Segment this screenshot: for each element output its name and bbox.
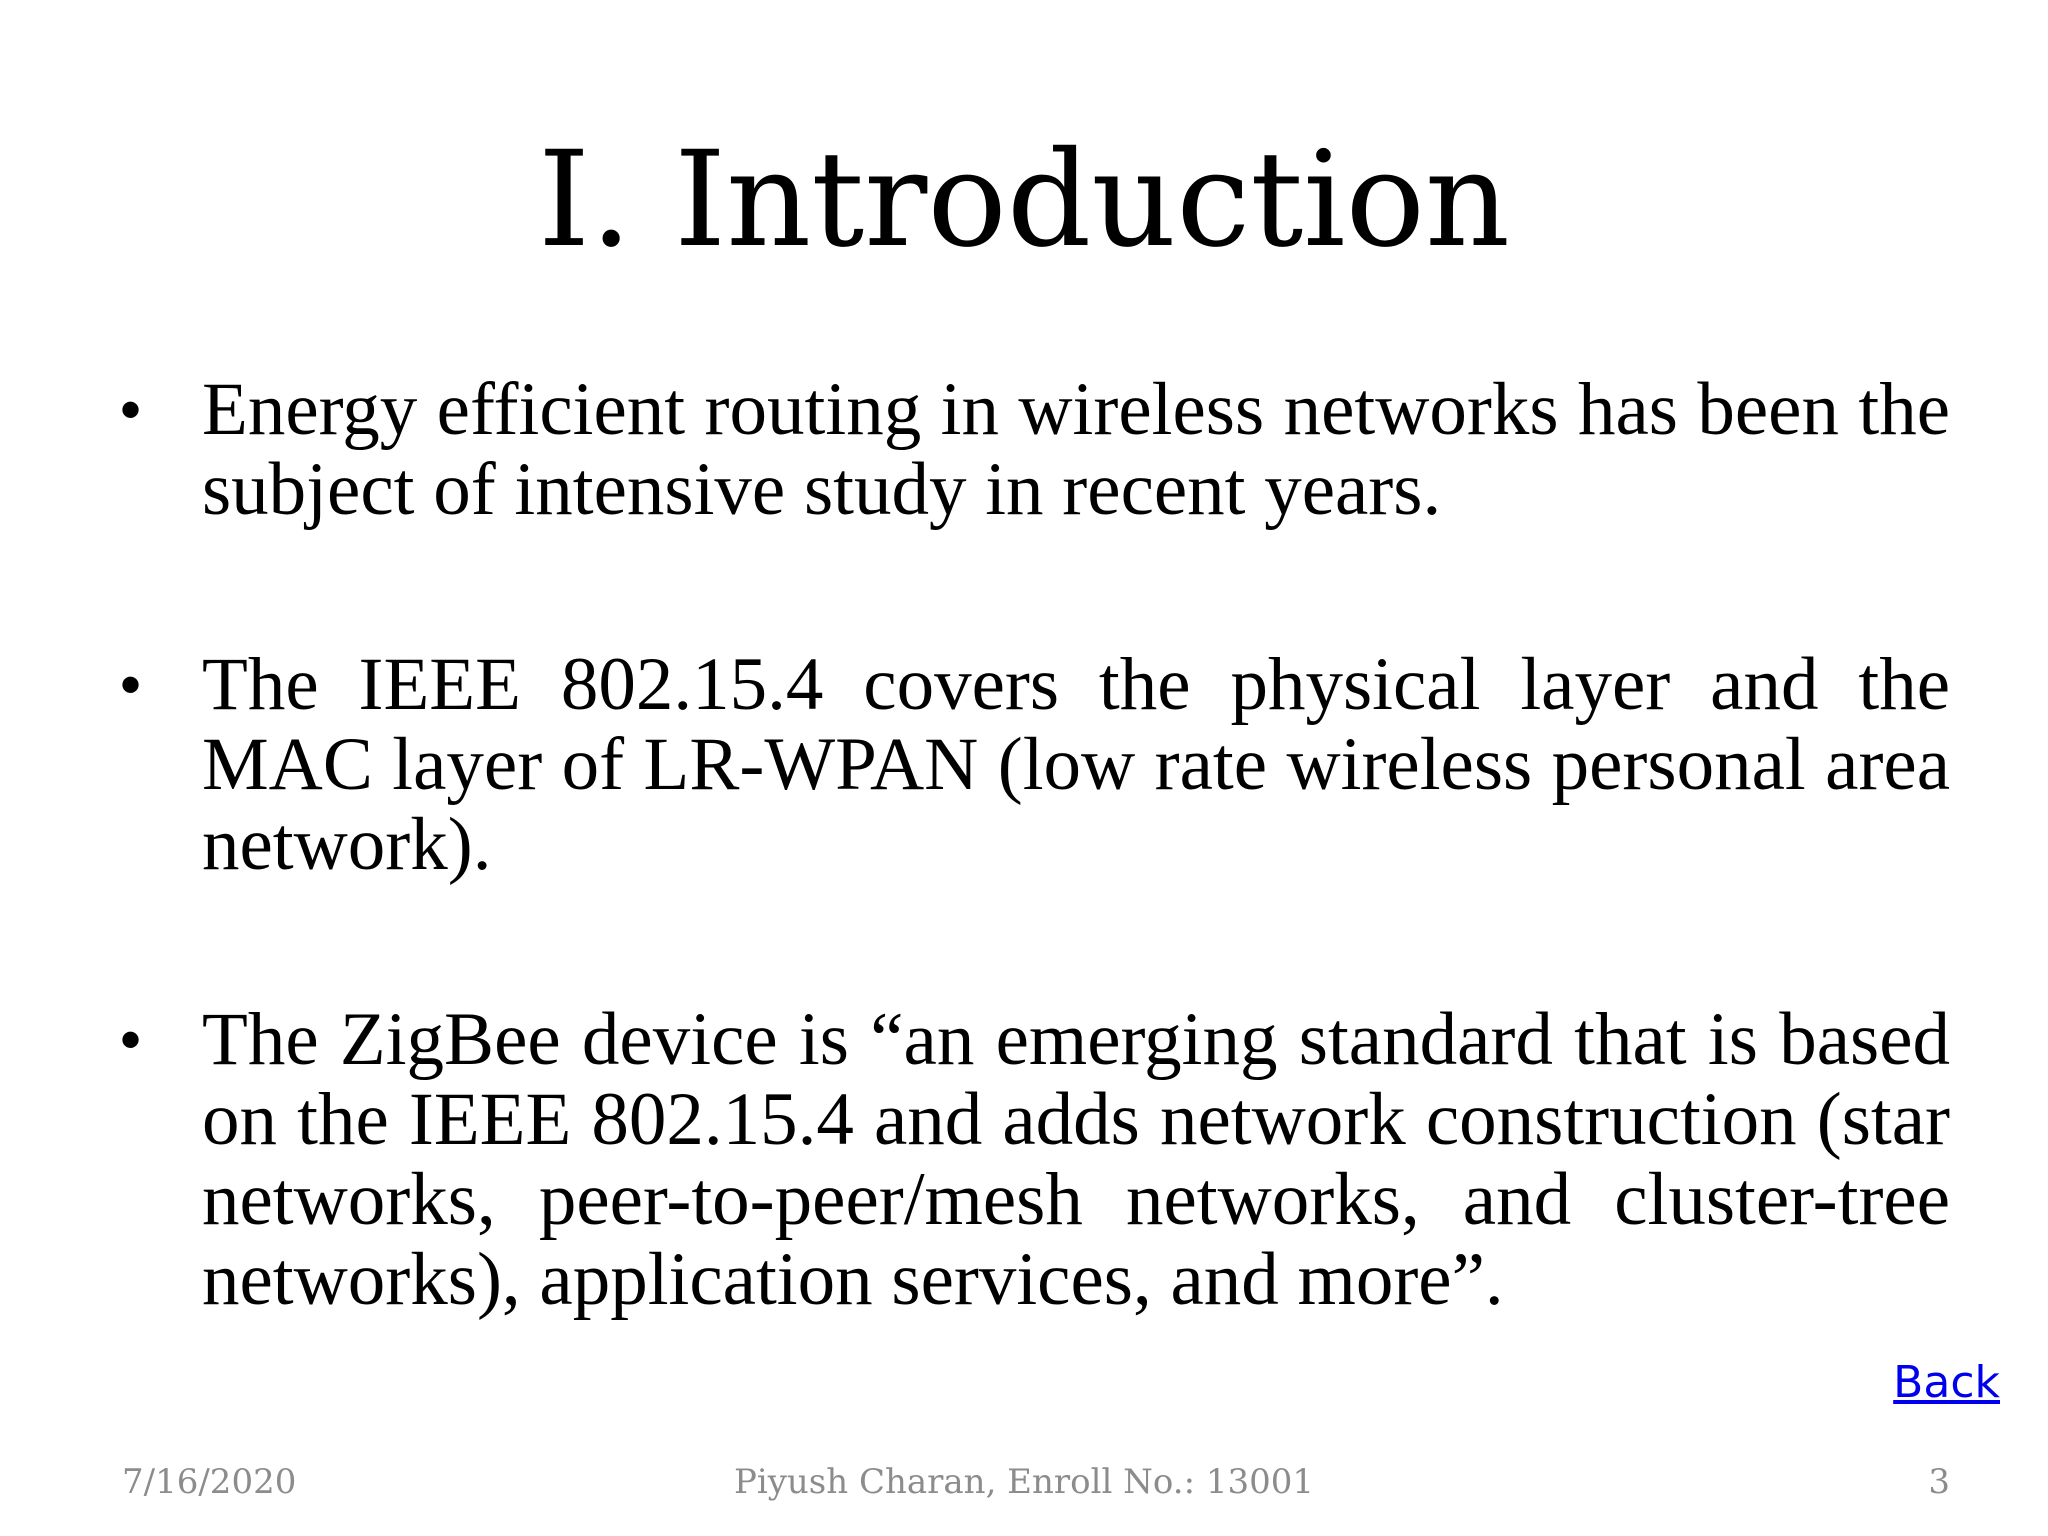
bullet-icon: • bbox=[120, 376, 142, 443]
footer-author: Piyush Charan, Enroll No.: 13001 bbox=[733, 1462, 1315, 1502]
bullet-text: The IEEE 802.15.4 covers the physical layer and the MAC layer of LR-WPAN (low rate wireless personal area network). bbox=[202, 643, 1950, 886]
bullet-text: The ZigBee device is “an emerging standard that is based on the IEEE 802.15.4 and adds network construction (star networks, peer-to-peer/mesh networks, and cluster-tree networks), application services, and more”. bbox=[202, 998, 1950, 1321]
footer-date: 7/16/2020 bbox=[122, 1462, 297, 1502]
bullet-item bbox=[120, 645, 1950, 885]
bullet-item bbox=[120, 1000, 1950, 1320]
bullet-text: Energy efficient routing in wireless networks has been the subject of intensive study in recent years. bbox=[202, 368, 1950, 531]
bullet-icon: • bbox=[120, 1006, 142, 1073]
back-link[interactable]: Back bbox=[1893, 1357, 2000, 1408]
bullet-icon: • bbox=[120, 651, 142, 718]
slide-title: I. Introduction bbox=[537, 123, 1511, 277]
bullet-list bbox=[120, 370, 1950, 1320]
bullet-item bbox=[120, 370, 1950, 530]
page-number: 3 bbox=[1928, 1462, 1950, 1502]
